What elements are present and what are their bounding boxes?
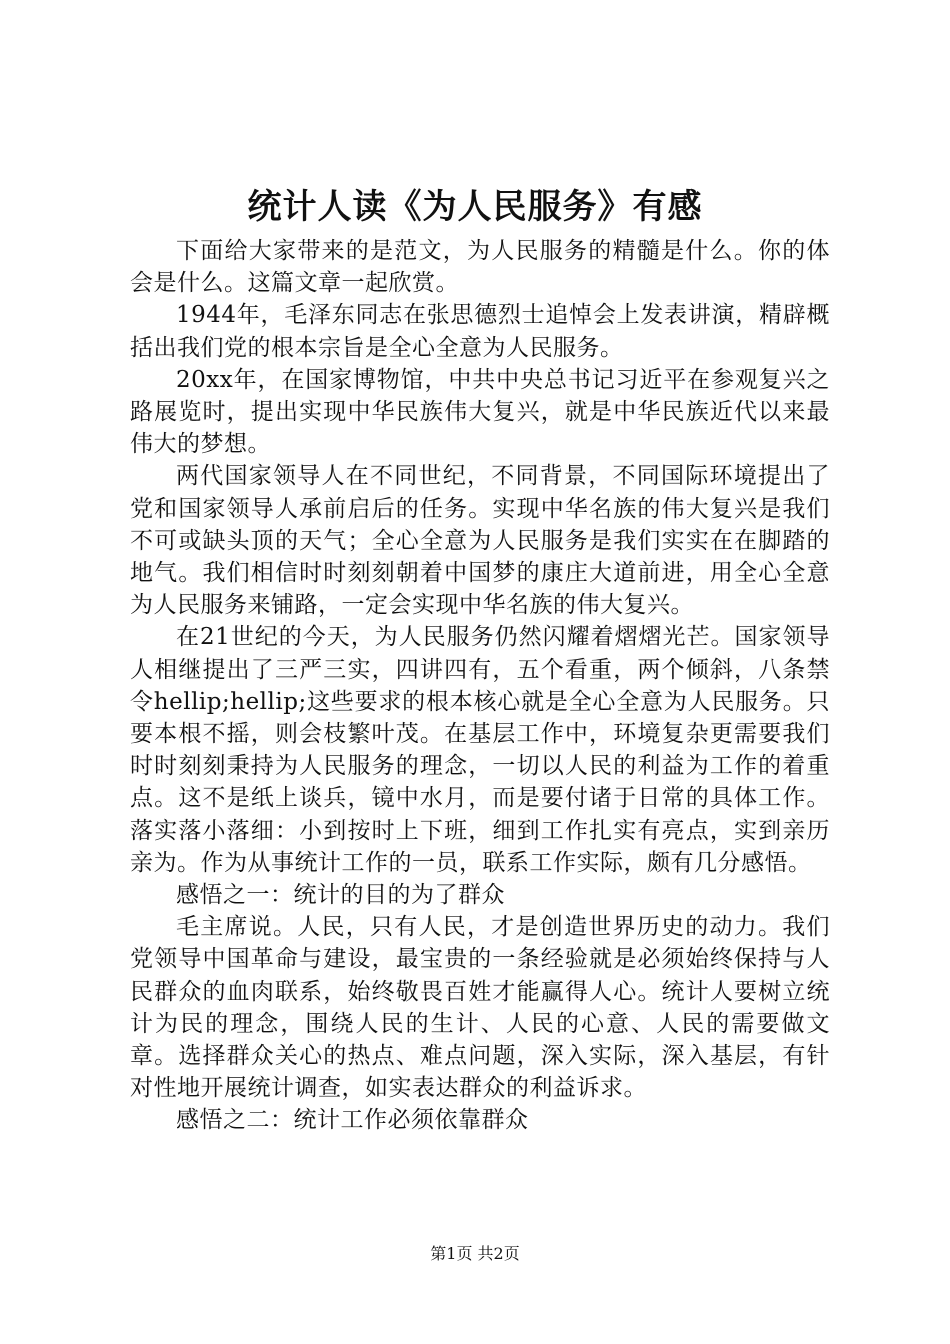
document-body bbox=[130, 235, 830, 1137]
paragraph: 在21世纪的今天，为人民服务仍然闪耀着熠熠光芒。国家领导人相继提出了三严三实，四讲四有，五个看重，两个倾斜，八条禁令hellip;hellip;这些要求的根本核心就是全心全意为人民服务。只要本根不摇，则会枝繁叶茂。在基层工作中，环境复杂更需要我们时时刻刻秉持为人民服务的理念，一切以人民的利益为工作的着重点。这不是纸上谈兵，镜中水月，而是要付诸于日常的具体工作。落实落小落细：小到按时上下班，细到工作扎实有亮点，实到亲历亲为。作为从事统计工作的一员，联系工作实际，颇有几分感悟。 bbox=[130, 624, 830, 876]
paragraph: 20xx年，在国家博物馆，中共中央总书记习近平在参观复兴之路展览时，提出实现中华民族伟大复兴，就是中华民族近代以来最伟大的梦想。 bbox=[130, 366, 830, 458]
paragraph: 两代国家领导人在不同世纪，不同背景，不同国际环境提出了党和国家领导人承前启后的任务。实现中华名族的伟大复兴是我们不可或缺头顶的天气；全心全意为人民服务是我们实实在在脚踏的地气。我们相信时时刻刻朝着中国梦的康庄大道前进，用全心全意为人民服务来铺路，一定会实现中华名族的伟大复兴。 bbox=[130, 463, 830, 619]
paragraph: 毛主席说。人民，只有人民，才是创造世界历史的动力。我们党领导中国革命与建设，最宝贵的一条经验就是必须始终保持与人民群众的血肉联系，始终敬畏百姓才能赢得人心。统计人要树立统计为民的理念，围绕人民的生计、人民的心意、人民的需要做文章。选择群众关心的热点、难点问题，深入实际，深入基层，有针对性地开展统计调查，如实表达群众的利益诉求。 bbox=[130, 914, 830, 1102]
document-title: 统计人读《为人民服务》有感 bbox=[247, 187, 703, 227]
section-heading: 感悟之一：统计的目的为了群众 bbox=[176, 882, 505, 909]
paragraph: 下面给大家带来的是范文，为人民服务的精髓是什么。你的体会是什么。这篇文章一起欣赏。 bbox=[130, 238, 830, 297]
paragraph: 1944年，毛泽东同志在张思德烈士追悼会上发表讲演，精辟概括出我们党的根本宗旨是全心全意为人民服务。 bbox=[130, 302, 830, 361]
section-heading: 感悟之二：统计工作必须依靠群众 bbox=[176, 1107, 529, 1134]
page-number-footer: 第1页 共2页 bbox=[430, 1244, 520, 1263]
